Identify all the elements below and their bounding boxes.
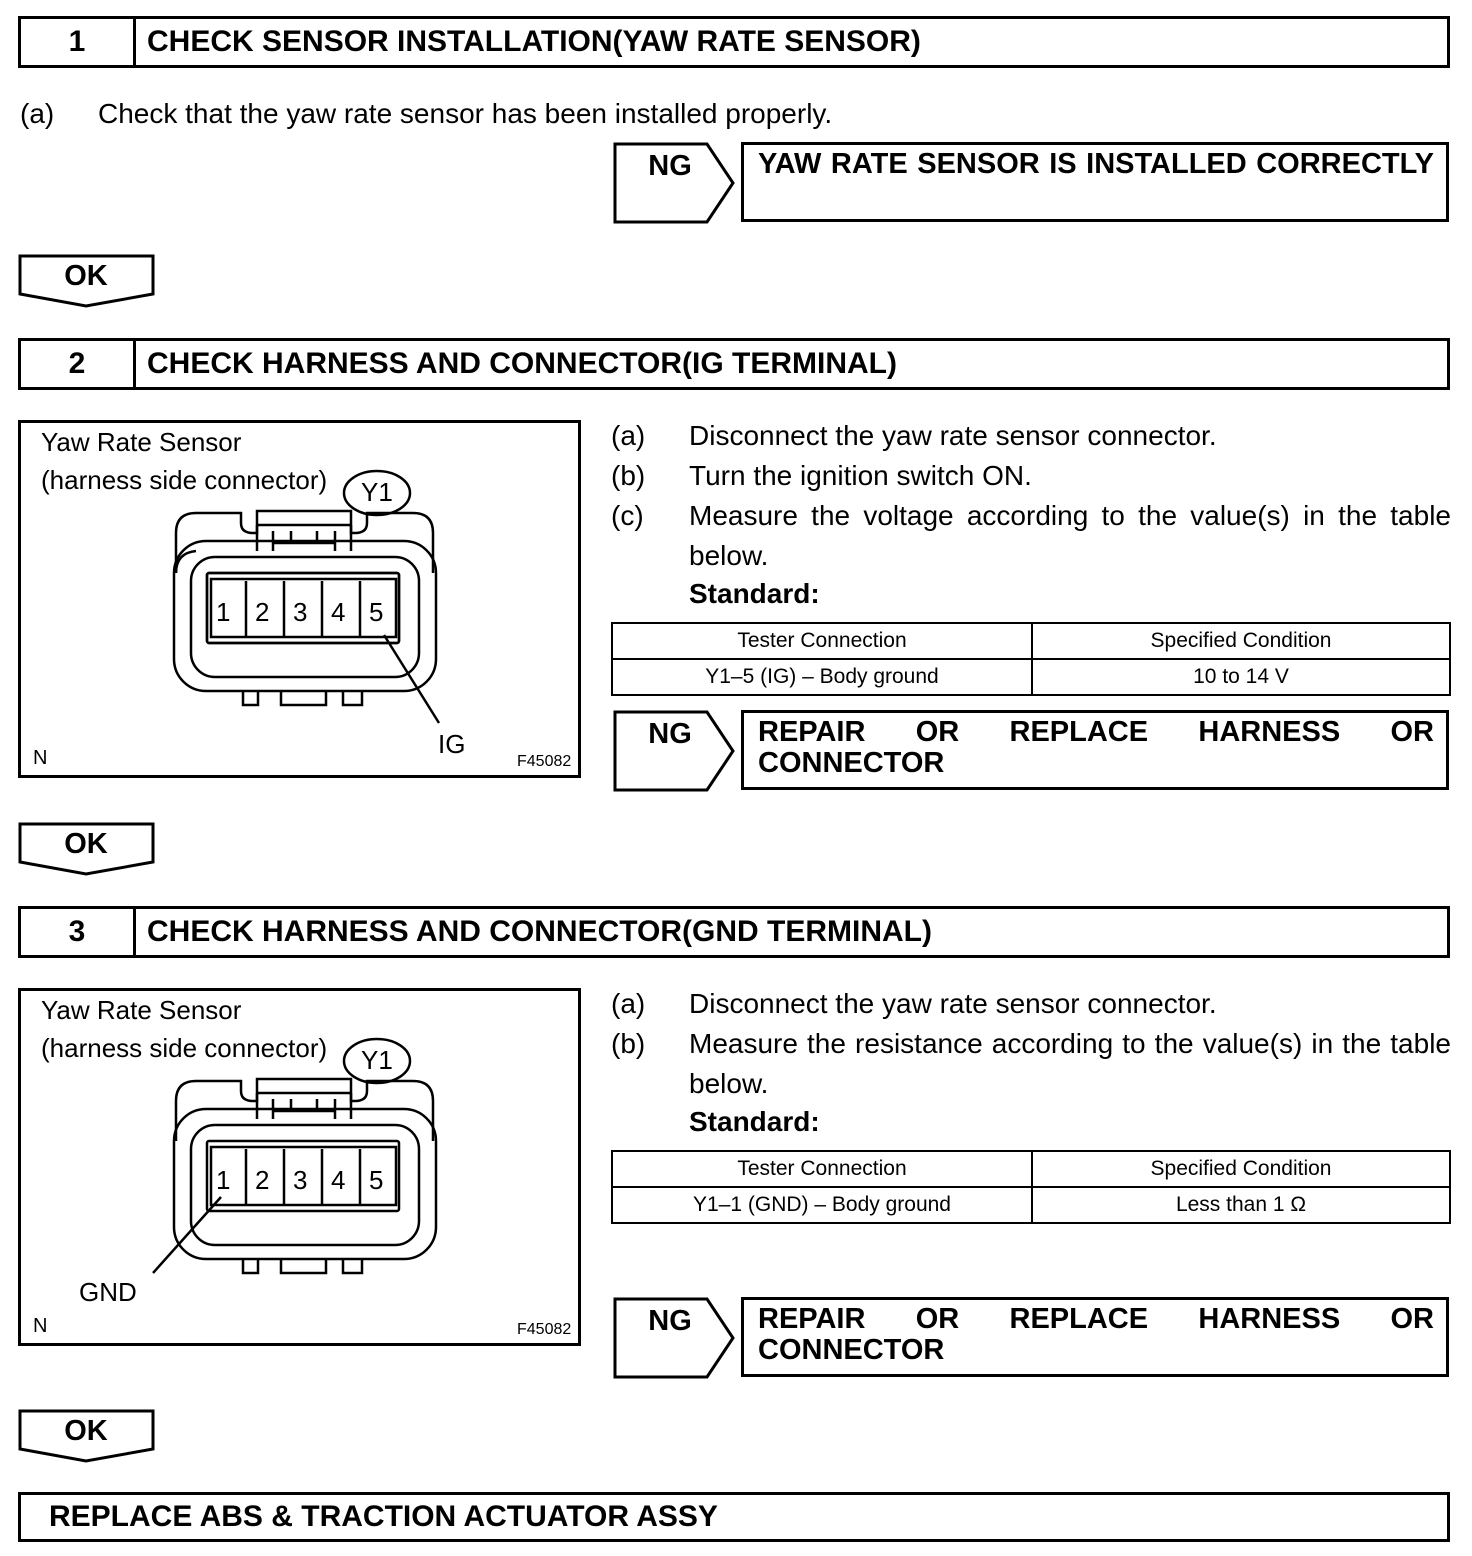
instruction-label: (a) [611,988,646,1019]
pin-3: 3 [293,1165,308,1195]
callout-label: IG [438,729,466,759]
pin-5: 5 [369,597,384,627]
figure-code: F45082 [517,753,572,770]
instruction-text: Measure the voltage according to the value(s) in the table below. [689,500,1451,571]
standard-label: Standard: [689,1106,820,1137]
ng-label: NG [648,1305,692,1337]
table-cell: Y1–5 (IG) – Body ground [612,659,1032,695]
instruction-label: (b) [611,460,646,491]
table-header: Tester Connection [612,1151,1032,1187]
step-2-connector-figure [18,420,581,778]
pin-5: 5 [369,1165,384,1195]
step-number: 1 [21,19,136,65]
ng-action-box [741,1297,1449,1377]
step-title: CHECK HARNESS AND CONNECTOR(IG TERMINAL) [147,347,897,380]
instruction-text: Disconnect the yaw rate sensor connector. [689,420,1217,451]
ng-action-text: REPAIR OR REPLACE HARNESS OR CONNECTOR [758,1303,1434,1366]
step-title: CHECK SENSOR INSTALLATION(YAW RATE SENSOR) [147,25,921,58]
pin-4: 4 [331,597,346,627]
ng-label: NG [648,718,692,750]
pin-1: 1 [216,597,231,627]
final-action-text: REPLACE ABS & TRACTION ACTUATOR ASSY [49,1500,718,1533]
table-cell: Less than 1 Ω [1032,1187,1450,1223]
figure-title: Yaw Rate Sensor [41,427,242,457]
instruction-label: (b) [611,1028,646,1059]
table-header: Specified Condition [1032,1151,1450,1187]
step-2-header [18,338,1450,390]
step-3-connector-figure [18,988,581,1346]
ng-label: NG [648,150,692,182]
ok-label: OK [64,828,108,860]
figure-subtitle: (harness side connector) [41,1033,328,1063]
figure-title: Yaw Rate Sensor [41,995,242,1025]
table-header-row [612,1151,1450,1187]
pin-2: 2 [255,597,270,627]
ng-action-text: YAW RATE SENSOR IS INSTALLED CORRECTLY [758,148,1434,180]
figure-subtitle: (harness side connector) [41,465,328,495]
corner-label: N [33,747,48,769]
step-title: CHECK HARNESS AND CONNECTOR(GND TERMINAL) [147,915,932,948]
table-header: Specified Condition [1032,623,1450,659]
instruction-label: (a) [20,98,55,129]
step-3-header [18,906,1450,958]
table-row [612,659,1450,695]
final-action-box [18,1492,1450,1542]
ng-action-text: REPAIR OR REPLACE HARNESS OR CONNECTOR [758,716,1434,779]
step-number: 2 [21,341,136,387]
table-row [612,1187,1450,1223]
instruction-text: Check that the yaw rate sensor has been installed properly. [98,98,833,129]
standard-label: Standard: [689,578,820,609]
callout-label: GND [79,1277,137,1307]
ng-action-box [741,142,1449,222]
table-cell: Y1–1 (GND) – Body ground [612,1187,1032,1223]
pin-4: 4 [331,1165,346,1195]
callout-leader [153,1197,221,1273]
step-3-spec-table [611,1150,1451,1224]
figure-code: F45082 [517,1321,572,1338]
instruction-label: (a) [611,420,646,451]
corner-label: N [33,1315,48,1337]
pin-2: 2 [255,1165,270,1195]
connector-id-label: Y1 [361,1045,393,1075]
table-header-row [612,623,1450,659]
step-1-header [18,16,1450,68]
instruction-label: (c) [611,500,644,531]
callout-leader [384,635,439,723]
table-header: Tester Connection [612,623,1032,659]
instruction-text: Measure the resistance according to the value(s) in the table below. [689,1028,1451,1099]
ng-action-box [741,710,1449,790]
ok-label: OK [64,1415,108,1447]
instruction-text: Turn the ignition switch ON. [689,460,1032,491]
step-number: 3 [21,909,136,955]
instruction-text: Disconnect the yaw rate sensor connector. [689,988,1217,1019]
pin-3: 3 [293,597,308,627]
pin-1: 1 [216,1165,231,1195]
table-cell: 10 to 14 V [1032,659,1450,695]
step-2-spec-table [611,622,1451,696]
ok-label: OK [64,260,108,292]
connector-id-label: Y1 [361,477,393,507]
